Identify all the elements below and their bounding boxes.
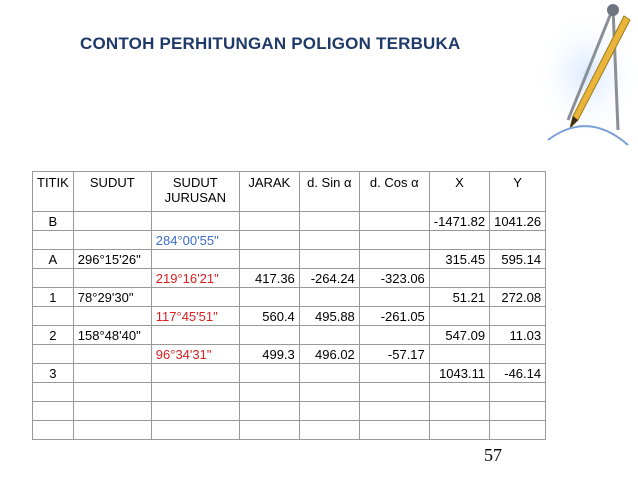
header-sudut-jurusan — [151, 172, 239, 212]
header-jarak: JARAK — [239, 172, 299, 212]
cell-sudut — [73, 231, 151, 250]
table-row — [33, 307, 546, 326]
table-row — [33, 326, 546, 345]
header-sudut: SUDUT — [73, 172, 151, 212]
cell-dcos — [359, 288, 429, 307]
cell-titik: 2 — [33, 326, 74, 345]
cell-dcos: -261.05 — [359, 307, 429, 326]
cell-dsin — [299, 250, 359, 269]
cell-sudut-jurusan — [151, 250, 239, 269]
cell-sudut-jurusan: 96°34'31" — [151, 345, 239, 364]
header-dsin: d. Sin α — [299, 172, 359, 212]
table-row — [33, 212, 546, 231]
cell-dsin — [299, 231, 359, 250]
cell-dsin: 496.02 — [299, 345, 359, 364]
cell-sudut — [73, 307, 151, 326]
table-row — [33, 231, 546, 250]
cell-y — [490, 421, 546, 440]
cell-sudut — [73, 269, 151, 288]
cell-sudut — [73, 345, 151, 364]
cell-dsin — [299, 364, 359, 383]
cell-x: -1471.82 — [429, 212, 489, 231]
cell-sudut-jurusan — [151, 383, 239, 402]
pencil-compass-icon — [518, 0, 638, 150]
cell-sudut-jurusan — [151, 421, 239, 440]
table-row — [33, 250, 546, 269]
traverse-table — [32, 171, 546, 440]
cell-titik: A — [33, 250, 74, 269]
table-row — [33, 269, 546, 288]
cell-sudut-jurusan: 284°00'55" — [151, 231, 239, 250]
cell-jarak — [239, 364, 299, 383]
cell-sudut-jurusan — [151, 212, 239, 231]
cell-sudut — [73, 402, 151, 421]
cell-y: -46.14 — [490, 364, 546, 383]
cell-y: 1041.26 — [490, 212, 546, 231]
cell-x: 547.09 — [429, 326, 489, 345]
cell-y — [490, 269, 546, 288]
cell-dsin: 495.88 — [299, 307, 359, 326]
cell-titik — [33, 307, 74, 326]
table-row — [33, 383, 546, 402]
cell-jarak — [239, 326, 299, 345]
header-titik: TITIK — [33, 172, 74, 212]
cell-dcos — [359, 421, 429, 440]
cell-y: 595.14 — [490, 250, 546, 269]
cell-dcos — [359, 364, 429, 383]
cell-titik — [33, 345, 74, 364]
table-row — [33, 345, 546, 364]
cell-sudut — [73, 364, 151, 383]
cell-x — [429, 307, 489, 326]
cell-sudut-jurusan — [151, 402, 239, 421]
cell-jarak: 417.36 — [239, 269, 299, 288]
cell-jarak — [239, 212, 299, 231]
cell-y — [490, 383, 546, 402]
cell-x — [429, 383, 489, 402]
cell-dcos: -57.17 — [359, 345, 429, 364]
cell-sudut: 78°29'30" — [73, 288, 151, 307]
cell-dsin — [299, 402, 359, 421]
header-x: X — [429, 172, 489, 212]
cell-titik: 1 — [33, 288, 74, 307]
cell-titik — [33, 402, 74, 421]
cell-dcos — [359, 326, 429, 345]
table-row — [33, 364, 546, 383]
cell-sudut-jurusan — [151, 326, 239, 345]
cell-titik — [33, 231, 74, 250]
cell-dsin — [299, 212, 359, 231]
cell-sudut-jurusan: 219°16'21" — [151, 269, 239, 288]
header-sudut-jurusan-line2: JURUSAN — [164, 190, 226, 205]
cell-y — [490, 345, 546, 364]
table-row — [33, 421, 546, 440]
cell-titik — [33, 421, 74, 440]
cell-x — [429, 402, 489, 421]
cell-y: 272.08 — [490, 288, 546, 307]
cell-x: 1043.11 — [429, 364, 489, 383]
cell-sudut-jurusan: 117°45'51" — [151, 307, 239, 326]
cell-dcos — [359, 231, 429, 250]
cell-dsin — [299, 421, 359, 440]
cell-titik — [33, 269, 74, 288]
cell-dsin: -264.24 — [299, 269, 359, 288]
slide-title: CONTOH PERHITUNGAN POLIGON TERBUKA — [80, 34, 461, 53]
cell-sudut-jurusan — [151, 288, 239, 307]
table-header-row — [33, 172, 546, 212]
cell-y — [490, 402, 546, 421]
cell-jarak: 499.3 — [239, 345, 299, 364]
cell-sudut: 296°15'26" — [73, 250, 151, 269]
cell-dsin — [299, 326, 359, 345]
cell-y — [490, 307, 546, 326]
header-sudut-jurusan-line1: SUDUT — [172, 175, 218, 190]
cell-x — [429, 421, 489, 440]
cell-jarak — [239, 288, 299, 307]
cell-dsin — [299, 383, 359, 402]
cell-y — [490, 231, 546, 250]
table-row — [33, 402, 546, 421]
cell-jarak — [239, 231, 299, 250]
cell-jarak — [239, 383, 299, 402]
cell-sudut — [73, 212, 151, 231]
table-row — [33, 288, 546, 307]
cell-dcos: -323.06 — [359, 269, 429, 288]
cell-sudut — [73, 383, 151, 402]
cell-y: 11.03 — [490, 326, 546, 345]
cell-dcos — [359, 383, 429, 402]
cell-sudut: 158°48'40" — [73, 326, 151, 345]
cell-titik — [33, 383, 74, 402]
cell-x — [429, 345, 489, 364]
cell-sudut — [73, 421, 151, 440]
cell-jarak — [239, 250, 299, 269]
cell-x — [429, 231, 489, 250]
cell-x: 315.45 — [429, 250, 489, 269]
cell-jarak: 560.4 — [239, 307, 299, 326]
cell-titik: B — [33, 212, 74, 231]
header-dcos: d. Cos α — [359, 172, 429, 212]
cell-dsin — [299, 288, 359, 307]
page-number: 57 — [484, 445, 502, 465]
cell-jarak — [239, 402, 299, 421]
cell-dcos — [359, 212, 429, 231]
cell-dcos — [359, 402, 429, 421]
cell-jarak — [239, 421, 299, 440]
header-y: Y — [490, 172, 546, 212]
cell-x: 51.21 — [429, 288, 489, 307]
cell-dcos — [359, 250, 429, 269]
cell-titik: 3 — [33, 364, 74, 383]
cell-x — [429, 269, 489, 288]
cell-sudut-jurusan — [151, 364, 239, 383]
